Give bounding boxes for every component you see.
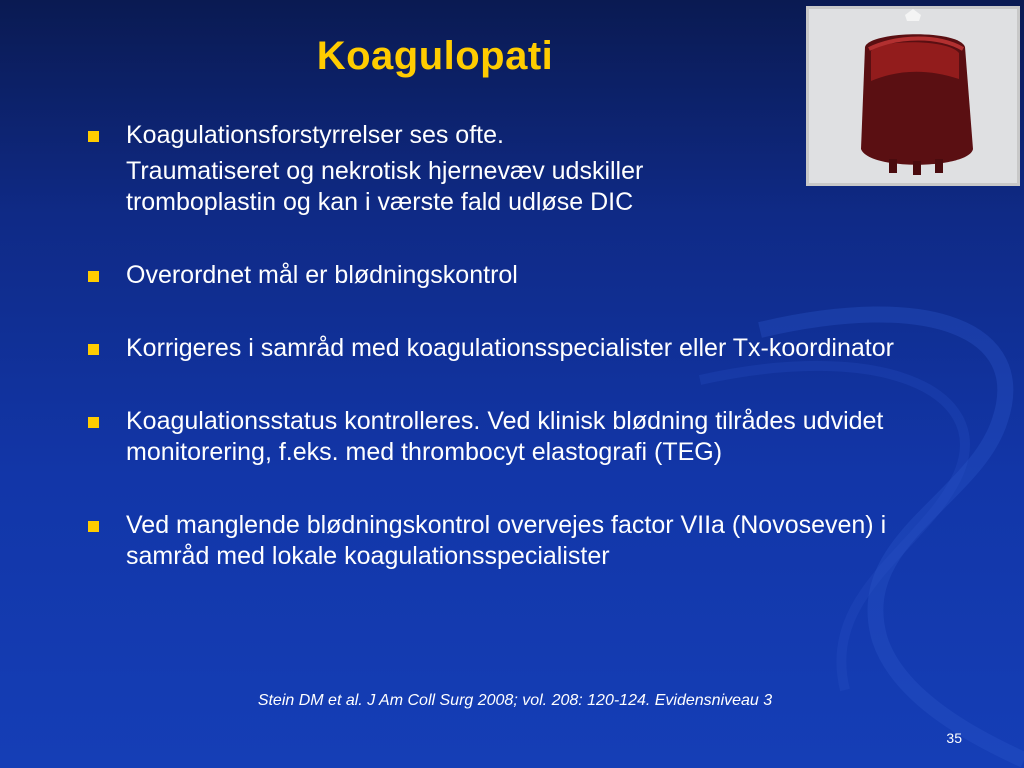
bullet-text: Koagulationsstatus kontrolleres. Ved klinisk blødning tilrådes udvidet monitorering, f.eks. med thrombocyt elastografi (TEG) xyxy=(126,407,884,466)
slide-title: Koagulopati xyxy=(316,34,554,78)
bullet-item xyxy=(86,260,966,291)
bullet-item xyxy=(86,406,966,468)
page-number: 35 xyxy=(946,730,962,746)
bullet-text: Koagulationsforstyrrelser ses ofte. xyxy=(126,121,504,149)
square-bullet-icon xyxy=(88,521,99,532)
bullet-item xyxy=(86,510,966,572)
square-bullet-icon xyxy=(88,344,99,355)
bullet-text: Ved manglende blødningskontrol overvejes factor VIIa (Novoseven) i samråd med lokale koagulationsspecialister xyxy=(126,511,887,570)
bullet-text: Korrigeres i samråd med koagulationsspecialister eller Tx-koordinator xyxy=(126,334,894,362)
bullet-subtext: Traumatiseret og nekrotisk hjernevæv udskiller tromboplastin og kan i værste fald udløse DIC xyxy=(126,157,644,216)
bullet-text: Overordnet mål er blødningskontrol xyxy=(126,261,518,289)
square-bullet-icon xyxy=(88,131,99,142)
square-bullet-icon xyxy=(88,417,99,428)
bullet-item xyxy=(86,120,966,151)
citation: Stein DM et al. J Am Coll Surg 2008; vol. 208: 120-124. Evidensniveau 3 xyxy=(257,692,773,709)
bullet-item xyxy=(86,333,966,364)
bullet-list xyxy=(86,120,966,572)
square-bullet-icon xyxy=(88,271,99,282)
